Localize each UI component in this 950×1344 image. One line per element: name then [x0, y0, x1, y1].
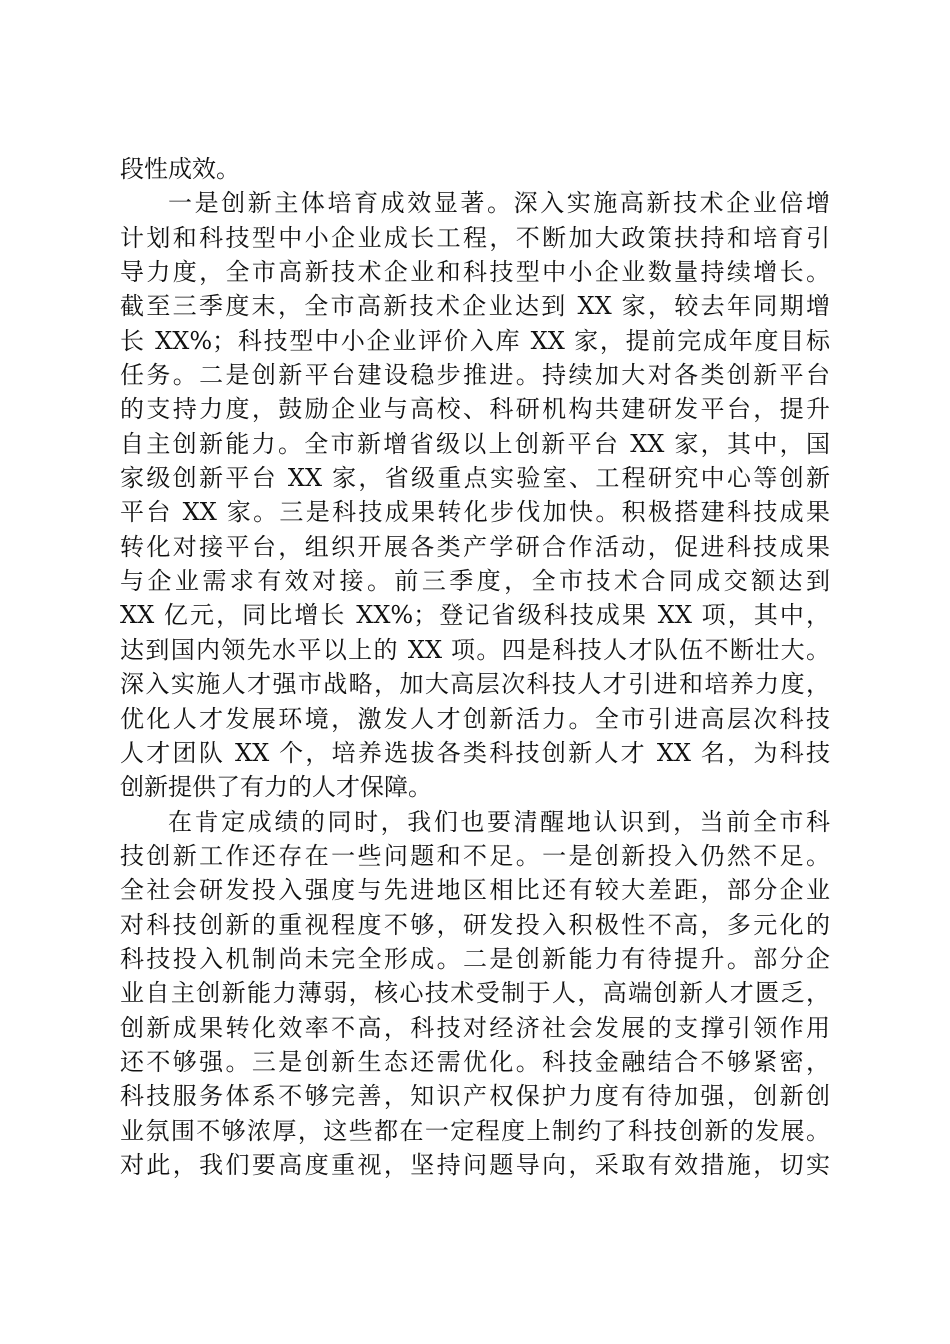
text-line: 科技投入机制尚未完全形成。二是创新能力有待提升。部分企	[120, 944, 830, 973]
text-line: 技创新工作还存在一些问题和不足。一是创新投入仍然不足。	[120, 841, 830, 870]
document-body	[120, 152, 830, 1182]
text-line: 转化对接平台，组织开展各类产学研合作活动，促进科技成果	[120, 532, 830, 561]
text-line: 对科技创新的重视程度不够，研发投入积极性不高，多元化的	[120, 910, 830, 939]
text-line: 对此，我们要高度重视，坚持问题导向，采取有效措施，切实	[120, 1150, 830, 1179]
text-line: 创新成果转化效率不高，科技对经济社会发展的支撑引领作用	[120, 1013, 830, 1042]
text-line: 自主创新能力。全市新增省级以上创新平台 XX 家，其中，国	[120, 429, 830, 458]
text-line: 一是创新主体培育成效显著。深入实施高新技术企业倍增	[168, 189, 830, 218]
text-line: 导力度，全市高新技术企业和科技型中小企业数量持续增长。	[120, 258, 830, 287]
text-line: 截至三季度末，全市高新技术企业达到 XX 家，较去年同期增	[120, 292, 830, 321]
text-line: 长 XX%；科技型中小企业评价入库 XX 家，提前完成年度目标	[120, 326, 830, 355]
text-line: 业氛围不够浓厚，这些都在一定程度上制约了科技创新的发展。	[120, 1116, 830, 1145]
text-line: 段性成效。	[120, 155, 240, 183]
text-line: 计划和科技型中小企业成长工程，不断加大政策扶持和培育引	[120, 223, 830, 252]
text-line: 达到国内领先水平以上的 XX 项。四是科技人才队伍不断壮大。	[120, 635, 830, 664]
text-line: 与企业需求有效对接。前三季度，全市技术合同成交额达到	[120, 567, 830, 596]
text-line: 创新提供了有力的人才保障。	[120, 773, 432, 802]
text-line: 还不够强。三是创新生态还需优化。科技金融结合不够紧密，	[120, 1047, 830, 1076]
text-line: 全社会研发投入强度与先进地区相比还有较大差距，部分企业	[120, 876, 830, 905]
text-line: 业自主创新能力薄弱，核心技术受制于人，高端创新人才匮乏，	[120, 979, 830, 1008]
text-line: 深入实施人才强市战略，加大高层次科技人才引进和培养力度，	[120, 670, 830, 699]
text-line: 科技服务体系不够完善，知识产权保护力度有待加强，创新创	[120, 1082, 830, 1111]
text-line: 任务。二是创新平台建设稳步推进。持续加大对各类创新平台	[120, 361, 830, 390]
text-line: XX 亿元，同比增长 XX%；登记省级科技成果 XX 项，其中，	[120, 601, 830, 630]
text-line: 平台 XX 家。三是科技成果转化步伐加快。积极搭建科技成果	[120, 498, 830, 527]
text-line: 的支持力度，鼓励企业与高校、科研机构共建研发平台，提升	[120, 395, 830, 424]
text-line: 人才团队 XX 个，培养选拔各类科技创新人才 XX 名，为科技	[120, 738, 830, 767]
text-line: 在肯定成绩的同时，我们也要清醒地认识到，当前全市科	[168, 807, 830, 836]
text-line: 优化人才发展环境，激发人才创新活力。全市引进高层次科技	[120, 704, 830, 733]
text-line: 家级创新平台 XX 家，省级重点实验室、工程研究中心等创新	[120, 464, 830, 493]
